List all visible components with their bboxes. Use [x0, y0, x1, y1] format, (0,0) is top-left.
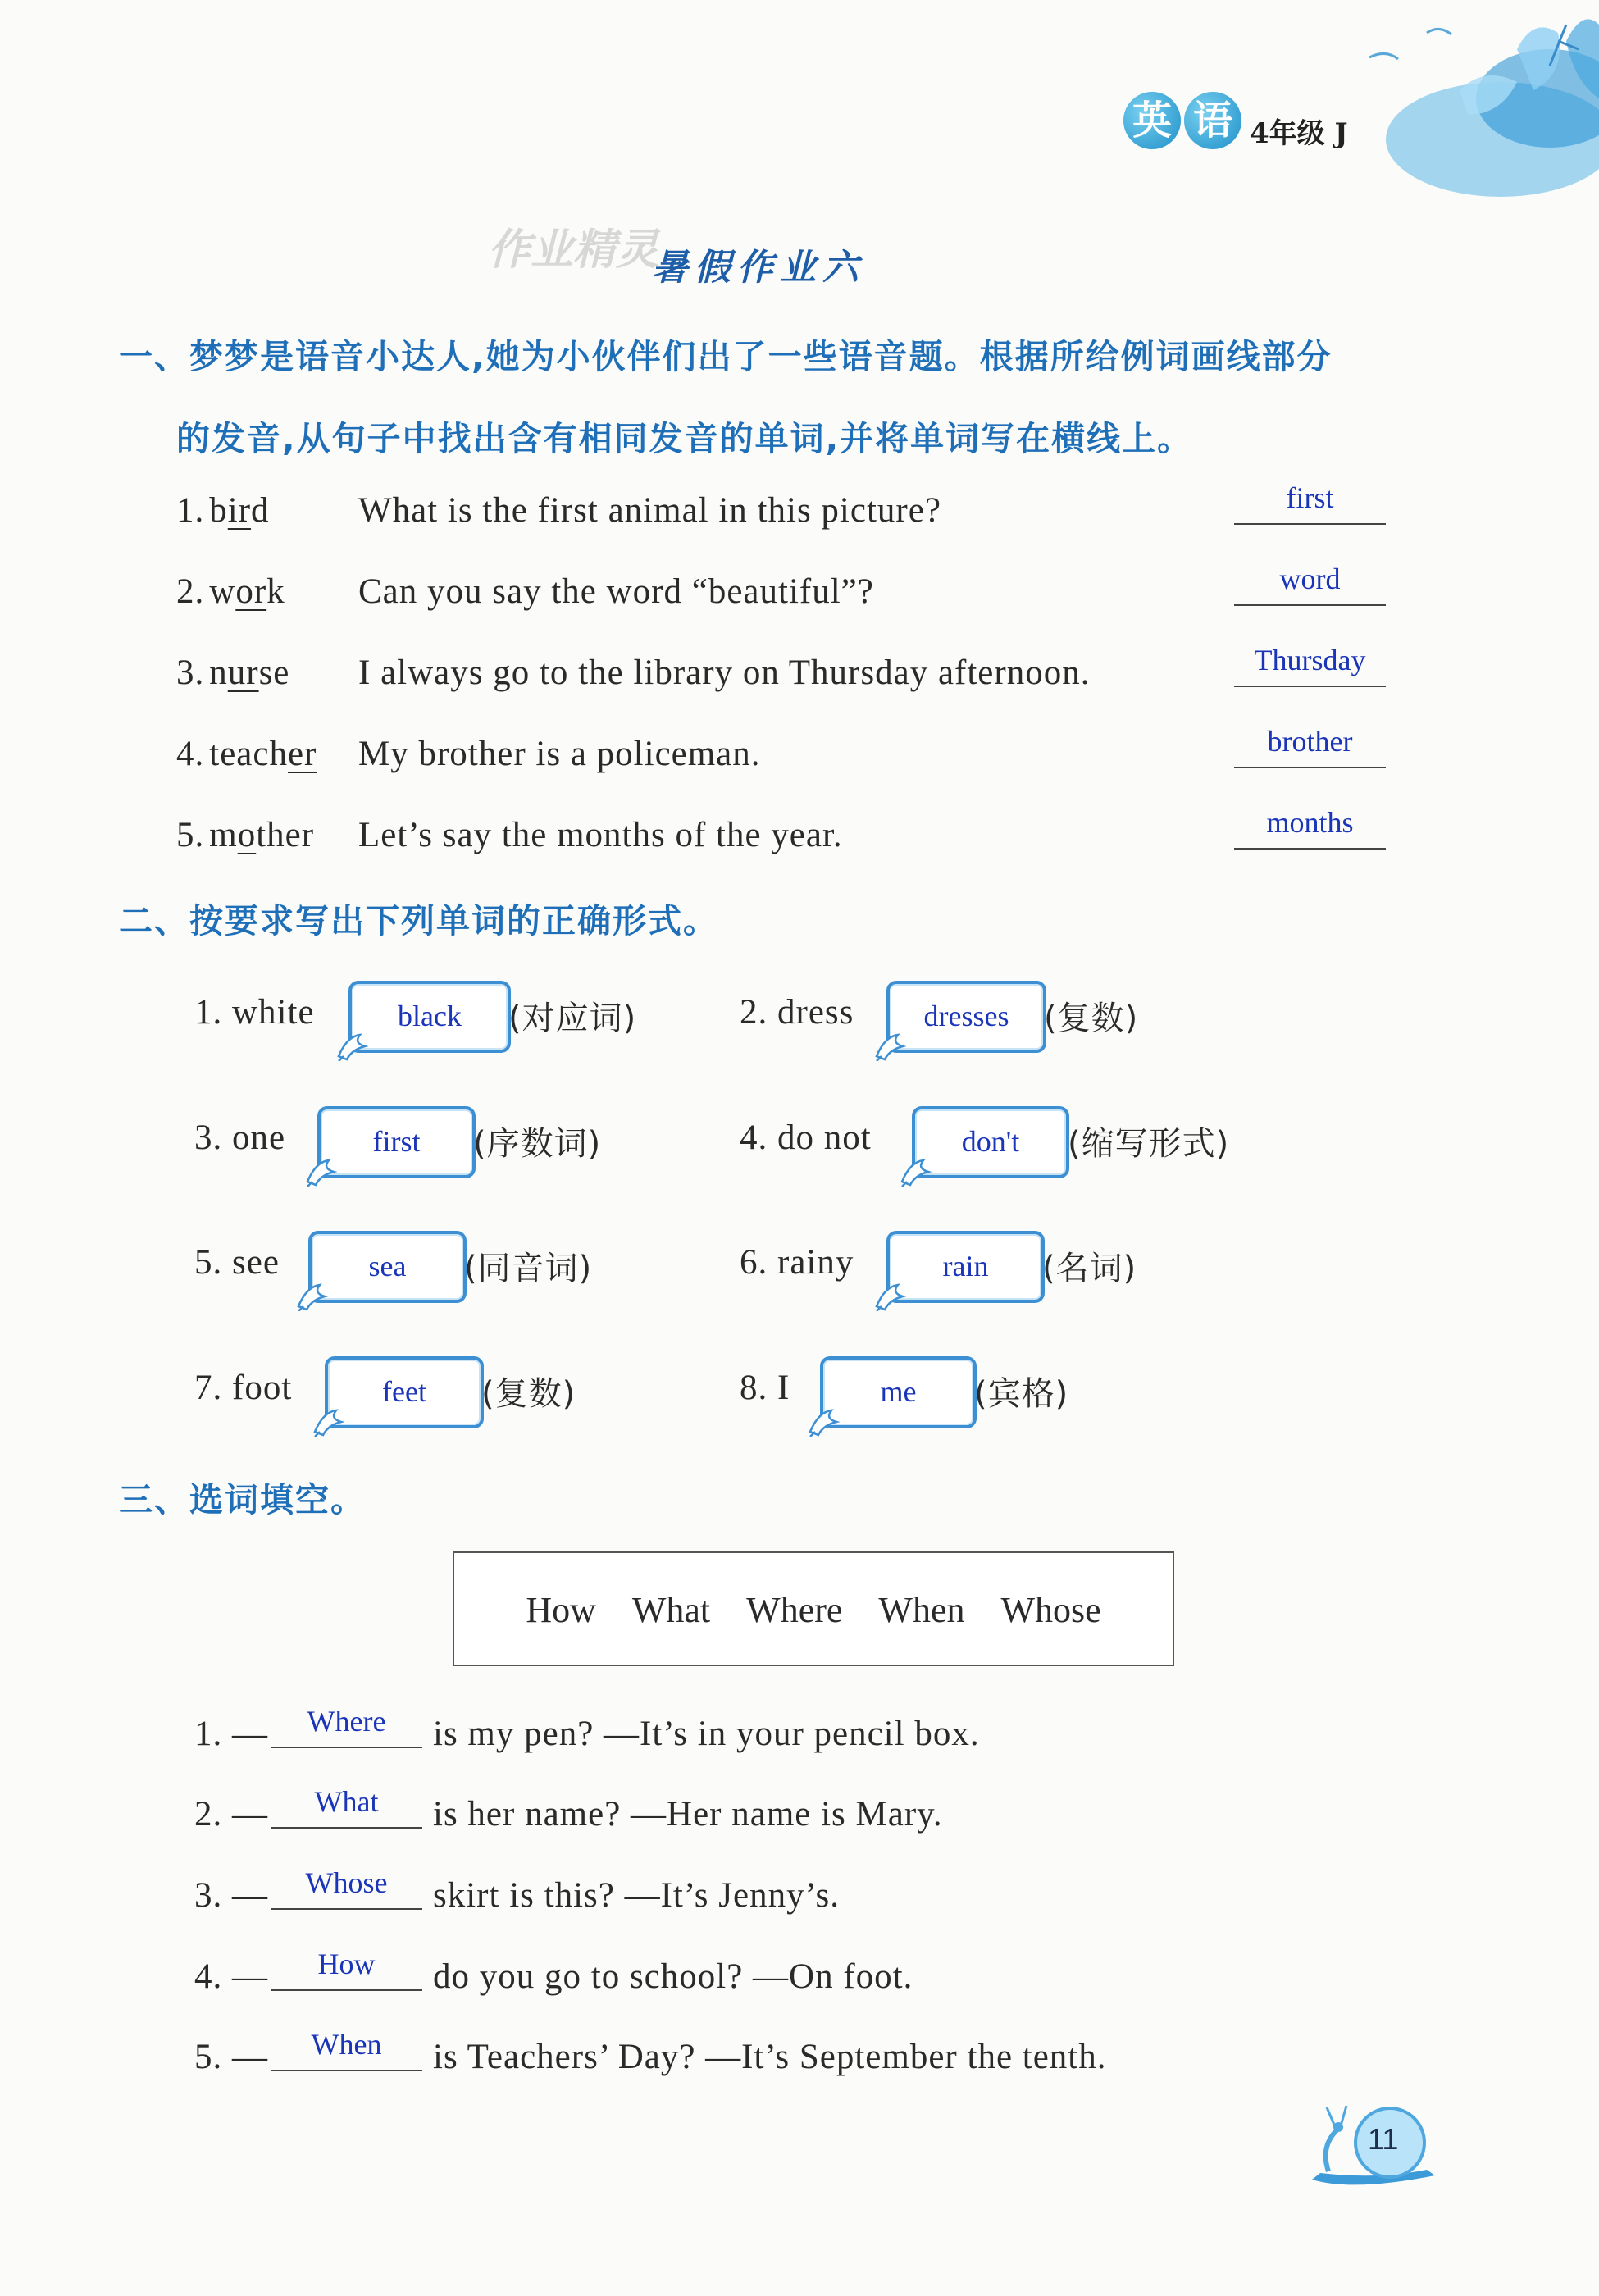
- s1-item-sentence: Can you say the word “beautiful”?: [358, 572, 874, 611]
- s1-item-number: 4.: [176, 735, 205, 773]
- s1-item-sentence: I always go to the library on Thursday afternoon.: [358, 654, 1091, 692]
- s3-item-number: 5. —: [194, 2038, 268, 2076]
- section2-heading: 二、按要求写出下列单词的正确形式。: [119, 901, 718, 941]
- s3-item-rest: is Teachers’ Day? —It’s September the tenth.: [433, 2038, 1107, 2076]
- s2-answer: don't: [961, 1125, 1020, 1158]
- s1-item-word: [176, 734, 317, 774]
- s2-answer-box[interactable]: [317, 1106, 476, 1178]
- bird-icon: [873, 1032, 906, 1061]
- section1-heading-line2: 的发音,从句子中找出含有相同发音的单词,并将单词写在横线上。: [176, 419, 1193, 458]
- s1-word-underlined: o: [237, 816, 257, 854]
- page-title: 暑假作业六: [652, 247, 865, 289]
- word-bank-word: When: [878, 1590, 965, 1630]
- s1-word-underlined: er: [287, 735, 317, 773]
- subject-char-2: 语: [1184, 92, 1241, 149]
- s2-answer: rain: [942, 1250, 989, 1282]
- s1-word-underlined: ir: [227, 491, 252, 530]
- s2-item-hint: (对应词): [508, 1000, 637, 1037]
- section3-heading: 三、选词填空。: [119, 1480, 366, 1519]
- s1-word-post: se: [258, 654, 290, 692]
- s1-answer-blank[interactable]: brother: [1234, 724, 1386, 768]
- subject-badge: [1123, 92, 1348, 151]
- page-number: 11: [1368, 2122, 1399, 2156]
- s1-word-pre: teach: [209, 735, 288, 773]
- bird-icon: [807, 1407, 840, 1437]
- bird-icon: [335, 1032, 368, 1061]
- s3-answer-blank[interactable]: When: [271, 2027, 422, 2071]
- s1-word-post: ther: [256, 816, 315, 854]
- s1-answer-blank[interactable]: first: [1234, 481, 1386, 525]
- bird-icon: [899, 1157, 932, 1187]
- s2-item-label: 2. dress: [740, 993, 854, 1032]
- s2-item-hint: (宾格): [974, 1375, 1069, 1413]
- word-bank-word: What: [631, 1590, 711, 1630]
- s2-item-label: 6. rainy: [740, 1243, 854, 1282]
- s3-item-rest: is her name? —Her name is Mary.: [433, 1795, 943, 1834]
- s3-item-number: 4. —: [194, 1957, 268, 1996]
- bird-icon: [873, 1282, 906, 1311]
- s1-item-number: 1.: [176, 491, 205, 530]
- s1-answer-blank[interactable]: months: [1234, 805, 1386, 850]
- word-bank-box: [453, 1551, 1174, 1666]
- s3-item-rest: skirt is this? —It’s Jenny’s.: [433, 1876, 840, 1915]
- s3-answer-blank[interactable]: What: [271, 1784, 422, 1829]
- s1-word-pre: b: [209, 491, 228, 530]
- s1-answer-blank[interactable]: Thursday: [1234, 643, 1386, 687]
- s2-answer: black: [398, 1000, 462, 1032]
- s1-item-number: 5.: [176, 816, 205, 854]
- s2-item-hint: (缩写形式): [1068, 1125, 1230, 1163]
- s2-item-label: 1. white: [194, 993, 315, 1032]
- s2-answer: dresses: [923, 1000, 1009, 1032]
- s3-item-rest: do you go to school? —On foot.: [433, 1957, 913, 1996]
- s1-word-underlined: ur: [227, 654, 259, 692]
- s3-answer-blank[interactable]: How: [271, 1947, 422, 1991]
- s1-item-word: [176, 572, 285, 612]
- word-bank-word: Where: [746, 1590, 843, 1630]
- bird-icon: [312, 1407, 344, 1437]
- s2-answer: feet: [382, 1375, 426, 1408]
- s2-item-label: 5. see: [194, 1243, 280, 1282]
- s2-item-label: 4. do not: [740, 1118, 872, 1157]
- s1-word-underlined: or: [235, 572, 267, 611]
- s1-word-pre: n: [209, 654, 228, 692]
- word-bank: [454, 1589, 1173, 1631]
- section1-heading-line1: 一、梦梦是语音小达人,她为小伙伴们出了一些语音题。根据所给例词画线部分: [119, 337, 1332, 376]
- s2-item-hint: (复数): [481, 1375, 576, 1413]
- watermark: 作业精灵: [488, 226, 659, 275]
- s2-answer: me: [880, 1375, 917, 1408]
- bird-icon: [295, 1282, 328, 1311]
- s2-item-hint: (名词): [1042, 1250, 1137, 1287]
- s2-answer-box[interactable]: [820, 1356, 977, 1428]
- s3-item-number: 3. —: [194, 1876, 268, 1915]
- s2-answer: sea: [368, 1250, 407, 1282]
- s3-answer-blank[interactable]: Whose: [271, 1866, 422, 1910]
- s2-item-label: 8. I: [740, 1369, 790, 1407]
- s2-item-label: 7. foot: [194, 1369, 293, 1407]
- s2-answer-box[interactable]: [325, 1356, 484, 1428]
- s2-item-hint: (序数词): [473, 1125, 602, 1163]
- s1-item-number: 3.: [176, 654, 205, 692]
- s2-answer-box[interactable]: [348, 981, 511, 1053]
- word-bank-word: How: [526, 1590, 596, 1630]
- s1-word-post: k: [266, 572, 285, 611]
- s1-word-pre: m: [209, 816, 238, 854]
- s1-item-number: 2.: [176, 572, 205, 611]
- s3-answer-blank[interactable]: Where: [271, 1704, 422, 1748]
- s2-item-label: 3. one: [194, 1118, 286, 1157]
- s1-word-pre: w: [209, 572, 236, 611]
- s1-word-post: d: [251, 491, 270, 530]
- word-bank-word: Whose: [1000, 1590, 1101, 1630]
- subject-char-1: 英: [1123, 92, 1181, 149]
- s3-item-rest: is my pen? —It’s in your pencil box.: [433, 1715, 980, 1753]
- s1-item-word: [176, 653, 289, 693]
- s3-item-number: 2. —: [194, 1795, 268, 1834]
- s1-answer-blank[interactable]: word: [1234, 562, 1386, 606]
- s2-answer-box[interactable]: [886, 1231, 1045, 1303]
- s1-item-sentence: What is the first animal in this picture?: [358, 491, 941, 530]
- s2-item-hint: (复数): [1044, 1000, 1139, 1037]
- s2-answer: first: [372, 1125, 421, 1158]
- bird-icon: [304, 1157, 337, 1187]
- s2-answer-box[interactable]: [912, 1106, 1069, 1178]
- s1-item-word: [176, 490, 270, 531]
- s1-item-word: [176, 815, 314, 855]
- s2-item-hint: (同音词): [464, 1250, 593, 1287]
- s3-item-number: 1. —: [194, 1715, 268, 1753]
- s1-item-sentence: Let’s say the months of the year.: [358, 816, 843, 854]
- s2-answer-box[interactable]: [308, 1231, 467, 1303]
- s2-answer-box[interactable]: [886, 981, 1046, 1053]
- s1-item-sentence: My brother is a policeman.: [358, 735, 761, 773]
- grade-label: 4年级 J: [1250, 116, 1348, 150]
